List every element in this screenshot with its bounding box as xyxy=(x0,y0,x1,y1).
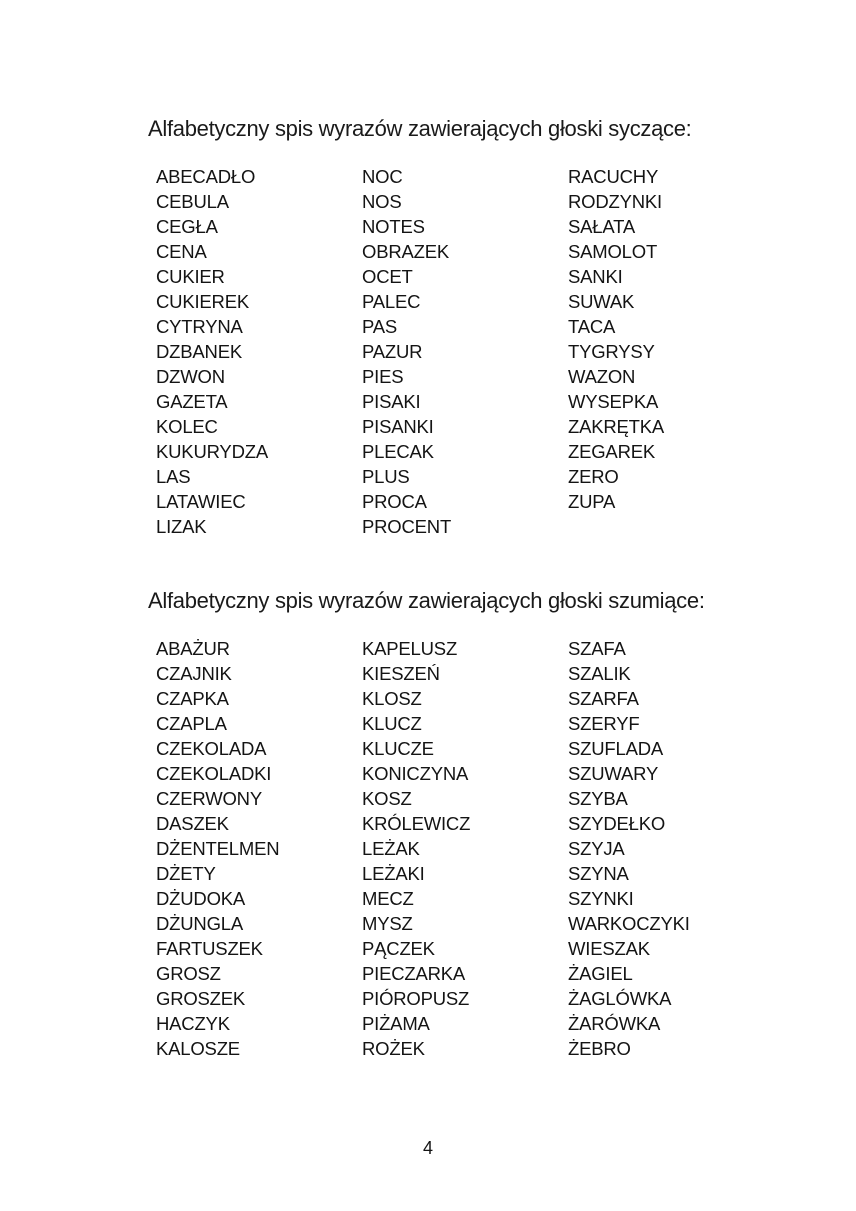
word-item: ŻAGLÓWKA xyxy=(568,988,672,1009)
section-heading: Alfabetyczny spis wyrazów zawierających głoski szumiące: xyxy=(148,588,705,613)
word-item: PIES xyxy=(362,366,404,387)
word-item: SZYDEŁKO xyxy=(568,813,666,834)
word-item: MYSZ xyxy=(362,913,413,934)
word-item: HACZYK xyxy=(156,1013,230,1034)
word-item: LEŻAK xyxy=(362,838,420,859)
word-item: SZERYF xyxy=(568,713,640,734)
word-item: RODZYNKI xyxy=(568,191,662,212)
word-item: KLUCZ xyxy=(362,713,422,734)
word-item: CZAPLA xyxy=(156,713,227,734)
word-item: PAS xyxy=(362,316,398,337)
word-item: CZERWONY xyxy=(156,788,262,809)
word-item: ABAŻUR xyxy=(156,638,230,659)
word-item: ŻARÓWKA xyxy=(568,1013,661,1034)
word-item: SAŁATA xyxy=(568,216,636,237)
word-item: KLOSZ xyxy=(362,688,422,709)
word-item: RACUCHY xyxy=(568,166,659,187)
word-item: PĄCZEK xyxy=(362,938,435,959)
word-item: KOLEC xyxy=(156,416,218,437)
word-item: PIECZARKA xyxy=(362,963,466,984)
section-hushing-words xyxy=(148,585,788,1061)
word-item: PROCENT xyxy=(362,516,452,537)
word-item: SUWAK xyxy=(568,291,635,312)
word-item: ABECADŁO xyxy=(156,166,256,187)
word-item: DZBANEK xyxy=(156,341,242,362)
word-item: WARKOCZYKI xyxy=(568,913,690,934)
word-item: KRÓLEWICZ xyxy=(362,813,471,834)
word-item: PALEC xyxy=(362,291,421,312)
word-column xyxy=(156,636,362,1061)
word-column xyxy=(156,164,362,539)
word-item: KOSZ xyxy=(362,788,412,809)
word-item: GAZETA xyxy=(156,391,228,412)
word-item: CZAPKA xyxy=(156,688,229,709)
word-item: WYSEPKA xyxy=(568,391,659,412)
word-item: SZYBA xyxy=(568,788,628,809)
word-item: DŻETY xyxy=(156,863,216,884)
word-item: DŻUNGLA xyxy=(156,913,243,934)
word-item: SZYNA xyxy=(568,863,629,884)
word-item: PAZUR xyxy=(362,341,423,362)
word-item: ZUPA xyxy=(568,491,616,512)
word-item: CENA xyxy=(156,241,207,262)
word-item: KIESZEŃ xyxy=(362,663,440,684)
word-item: PIÓROPUSZ xyxy=(362,988,470,1009)
word-item: SZYNKI xyxy=(568,888,634,909)
word-item: SZARFA xyxy=(568,688,639,709)
word-item: LATAWIEC xyxy=(156,491,246,512)
word-item: SZALIK xyxy=(568,663,631,684)
word-item: KONICZYNA xyxy=(362,763,469,784)
word-item: SAMOLOT xyxy=(568,241,658,262)
word-item: CUKIER xyxy=(156,266,225,287)
word-item: FARTUSZEK xyxy=(156,938,263,959)
word-item: SANKI xyxy=(568,266,623,287)
word-item: SZUWARY xyxy=(568,763,659,784)
word-item: OCET xyxy=(362,266,413,287)
word-item: KLUCZE xyxy=(362,738,434,759)
word-item: DASZEK xyxy=(156,813,229,834)
word-item: WIESZAK xyxy=(568,938,650,959)
section-sibilant-words xyxy=(148,113,788,539)
word-column xyxy=(362,636,568,1061)
word-item: KAPELUSZ xyxy=(362,638,458,659)
word-item: OBRAZEK xyxy=(362,241,450,262)
word-item: PISANKI xyxy=(362,416,434,437)
word-column xyxy=(362,164,568,539)
word-item: PISAKI xyxy=(362,391,421,412)
word-item: CEBULA xyxy=(156,191,229,212)
word-columns xyxy=(156,636,788,1061)
word-item: PLECAK xyxy=(362,441,434,462)
word-item: WAZON xyxy=(568,366,636,387)
word-column xyxy=(568,636,774,1061)
word-item: DŻENTELMEN xyxy=(156,838,280,859)
word-item: DŻUDOKA xyxy=(156,888,246,909)
word-item: GROSZEK xyxy=(156,988,246,1009)
word-item: SZYJA xyxy=(568,838,625,859)
word-item: TYGRYSY xyxy=(568,341,655,362)
word-item: ROŻEK xyxy=(362,1038,425,1059)
word-item: ŻAGIEL xyxy=(568,963,633,984)
word-item: TACA xyxy=(568,316,616,337)
word-item: PROCA xyxy=(362,491,427,512)
page-number: 4 xyxy=(422,1138,433,1158)
word-item: CZEKOLADA xyxy=(156,738,267,759)
word-item: CZAJNIK xyxy=(156,663,232,684)
word-item: PLUS xyxy=(362,466,410,487)
word-item: ŻEBRO xyxy=(568,1038,631,1059)
word-item: ZERO xyxy=(568,466,619,487)
word-item: KALOSZE xyxy=(156,1038,240,1059)
word-item: CYTRYNA xyxy=(156,316,243,337)
word-item: NOC xyxy=(362,166,403,187)
word-item: CUKIEREK xyxy=(156,291,249,312)
word-item: NOTES xyxy=(362,216,425,237)
word-item: MECZ xyxy=(362,888,414,909)
word-item: PIŻAMA xyxy=(362,1013,430,1034)
word-item: LIZAK xyxy=(156,516,207,537)
word-item: ZEGAREK xyxy=(568,441,656,462)
word-item: SZAFA xyxy=(568,638,626,659)
word-item: KUKURYDZA xyxy=(156,441,268,462)
word-columns xyxy=(156,164,788,539)
word-item: DZWON xyxy=(156,366,225,387)
word-item: NOS xyxy=(362,191,402,212)
word-item: ZAKRĘTKA xyxy=(568,416,665,437)
word-item: LAS xyxy=(156,466,191,487)
word-item: LEŻAKI xyxy=(362,863,425,884)
section-heading: Alfabetyczny spis wyrazów zawierających głoski syczące: xyxy=(148,116,692,141)
word-item: SZUFLADA xyxy=(568,738,664,759)
word-item: CEGŁA xyxy=(156,216,218,237)
word-item: CZEKOLADKI xyxy=(156,763,272,784)
word-column xyxy=(568,164,774,539)
word-item: GROSZ xyxy=(156,963,221,984)
